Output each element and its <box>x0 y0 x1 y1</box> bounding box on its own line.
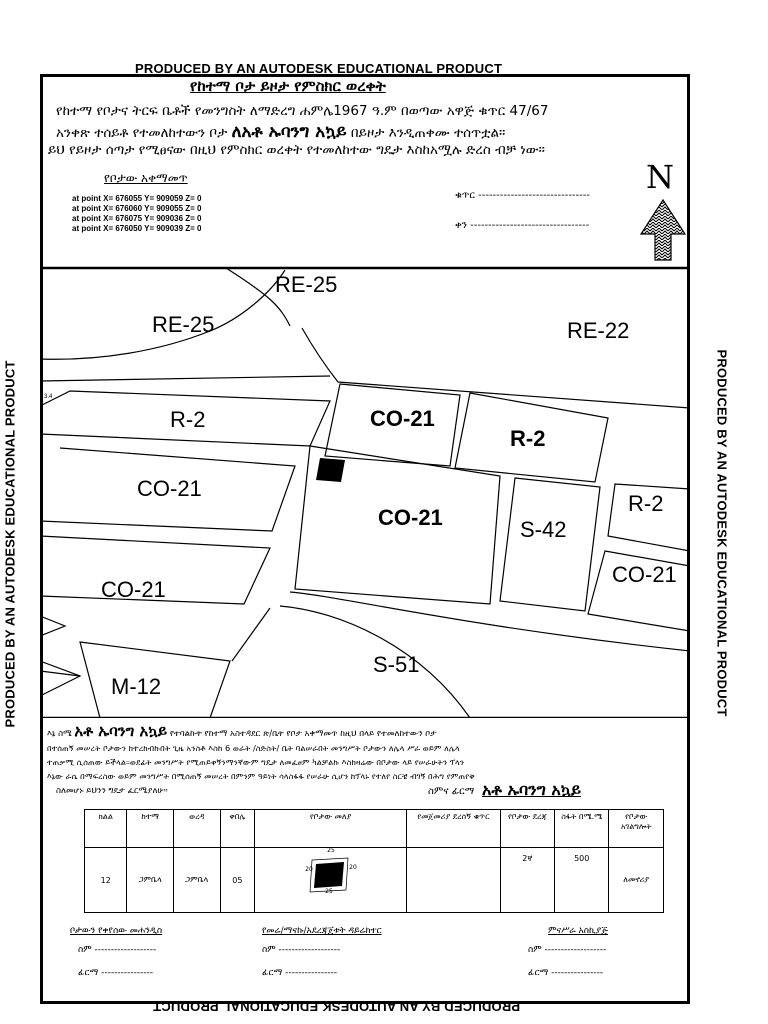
table-header: የቦታው ደረጃ <box>500 810 554 848</box>
table-header: የመጀመሪያ ደረሰኝ ቁጥር <box>407 810 501 848</box>
table-header: ከተማ <box>127 810 174 848</box>
north-label: N <box>646 158 674 196</box>
zone-label: M-12 <box>111 674 162 699</box>
table-cell: 05 <box>220 848 255 913</box>
watermark-left: PRODUCED BY AN AUTODESK EDUCATIONAL PRODUCT <box>2 360 18 728</box>
signature-name-line: ስም ------------------- <box>262 945 341 955</box>
coordinate-points <box>72 194 202 234</box>
coordinate-point: at point X= 676060 Y= 909055 Z= 0 <box>72 204 202 213</box>
signature-sign-line: ፊርማ ---------------- <box>78 968 154 978</box>
statement-suffix: የተባልኩት የከተማ አስተዳደር ጽ/ቤት የቦታ አቀማመጥ ከዚህ በላይ የተመለከተውን ቦታ <box>169 729 437 739</box>
coordinate-point: at point X= 676075 Y= 909036 Z= 0 <box>72 214 202 223</box>
table-header: ወረዳ <box>173 810 220 848</box>
table-cell: 2ኛ <box>500 848 554 913</box>
table-row <box>85 848 664 913</box>
statement-line-5: ስለመሆኑ ይህንን ግዴታ ፈርሜያለሁ። <box>56 786 168 796</box>
signature-title: ምናሥራ አስኪያጅ <box>548 926 608 936</box>
certificate-title: የከተማ ቦታ ይዞታ የምስክር ወረቀት <box>190 77 386 95</box>
table-header: ስፋት በሜ.ሜ <box>555 810 609 848</box>
parcel-table <box>84 809 664 913</box>
watermark-bottom: PRODUCED BY AN AUTODESK EDUCATIONAL PRODUCT <box>153 999 521 1014</box>
header-line-2-prefix: አንቀጽ ተሰይቶ የተመለከተውን ቦታ <box>56 125 228 141</box>
statement-line-3: ተጠቃሚ ሲሰጠው ይችላል።ወደፊት መንግሥት የሚጠይቀኝንማንኛውም ግዴታ ለመፈፀም ካልቻልኩ እስከዛሬው በቦታው ላይ የሠራሁትን ፕላን <box>47 757 465 767</box>
zone-label: R-2 <box>170 407 206 432</box>
header-line-2-suffix: በይዞታ እንዲጠቀሙ ተሰጥቷል። <box>350 125 506 141</box>
sign-label: ስምና ፊርማ <box>428 786 475 797</box>
header-line-3: ይህ የይዞታ ሰጣታ የሚፀናው በዚህ የምስክር ወረቀት የተመለከተው ግዴታ እስከአሟሉ ድረስ ብቻ ነው። <box>48 142 545 158</box>
sign-name: አቶ ኡባንግ አኳይ <box>482 780 581 799</box>
coordinate-point: at point X= 676050 Y= 909039 Z= 0 <box>72 224 202 233</box>
table-header: ቀበሌ <box>220 810 255 848</box>
zone-label: CO-21 <box>137 476 202 501</box>
zone-label: R-2 <box>510 426 546 451</box>
small-zone-label: 3.4 <box>44 394 53 400</box>
north-arrow-icon <box>638 198 688 262</box>
zone-label: CO-21 <box>378 505 443 530</box>
table-header: ክልል <box>85 810 127 848</box>
signature-title: ቦታውን የቀየሰው መሐንዲስ <box>70 926 163 936</box>
zone-label: CO-21 <box>370 406 435 431</box>
zone-label: RE-22 <box>567 318 630 343</box>
table-cell: 500 <box>555 848 609 913</box>
statement-line-4: እኔው ራሴ በማፍረስው ወይም መንግሥት በሚሰጠኝ መሠረት በምንም ዓይነት ሳላስፋፋ የሠራሁ ሲሆን ከፕላኑ የተለየ ስርቼ ብገኝ በሕግ የምጠየቅ <box>47 771 475 781</box>
statement-prefix: እኔ ስሜ <box>47 729 72 739</box>
statement-line-2: በተሰጠኝ መሠረት ቦታውን ከተረከብኩበት ጊዜ አንስቶ እስከ 6 ወራት /ስድስት/ ቤት ባልሠራበት መንግሥት ቦታውን ለሌላ ሥራ ወይም ለሌላ <box>47 743 460 753</box>
parcel-sketch-cell <box>255 848 407 913</box>
signature-sign-line: ፊርማ ---------------- <box>528 968 604 978</box>
location-heading: የቦታው አቀማመጥ <box>104 171 188 185</box>
header-line-1: የከተማ የቦታና ትርፍ ቤቶች የመንግስት ለማድረግ ሐምሌ1967 ዓ.ም በወጣው አዋጅ ቁጥር 47/67 <box>56 103 549 119</box>
dim-top: 25 <box>327 847 335 854</box>
date-field: ቀን --------------------------------- <box>455 220 590 231</box>
table-cell: ለመኖሪያ <box>609 848 664 913</box>
watermark-right: PRODUCED BY AN AUTODESK EDUCATIONAL PRODUCT <box>714 349 730 717</box>
table-header: የቦታው መለያ <box>255 810 407 848</box>
statement-line-1 <box>47 722 436 740</box>
table-cell: 12 <box>85 848 127 913</box>
dim-right: 20 <box>349 864 357 871</box>
number-field: ቁጥር ------------------------------- <box>455 190 590 201</box>
zone-label: S-42 <box>520 517 567 542</box>
zone-label: RE-25 <box>152 312 215 337</box>
table-header: የቦታው አገልግሎት <box>609 810 664 848</box>
signature-name-line: ስም ------------------- <box>78 945 157 955</box>
dim-bottom: 25 <box>325 888 333 895</box>
statement-name: አቶ ኡባንግ አኳይ <box>74 722 168 740</box>
signature-name-line: ስም ------------------- <box>528 945 607 955</box>
zone-label: S-51 <box>373 652 420 677</box>
zone-label: RE-25 <box>275 272 338 297</box>
zone-label: CO-21 <box>101 577 166 602</box>
coordinate-point: at point X= 676055 Y= 909059 Z= 0 <box>72 194 202 203</box>
signature-title: የመሬ/ማናኩ/አደረጃጀቱት ዳይሬክተር <box>262 926 382 936</box>
table-cell: ጋምቤላ <box>173 848 220 913</box>
watermark-top: PRODUCED BY AN AUTODESK EDUCATIONAL PRODUCT <box>135 61 503 76</box>
zone-label: CO-21 <box>612 562 677 587</box>
parcel-marker <box>316 458 345 482</box>
zone-label: R-2 <box>628 491 664 516</box>
table-cell <box>407 848 501 913</box>
header-line-2 <box>56 122 505 142</box>
dim-left: 20 <box>305 866 313 873</box>
signature-sign-line: ፊርማ ---------------- <box>262 968 338 978</box>
holder-name: ለአቶ ኡባንግ አኳይ <box>231 122 347 142</box>
table-cell: ጋምቤላ <box>127 848 174 913</box>
